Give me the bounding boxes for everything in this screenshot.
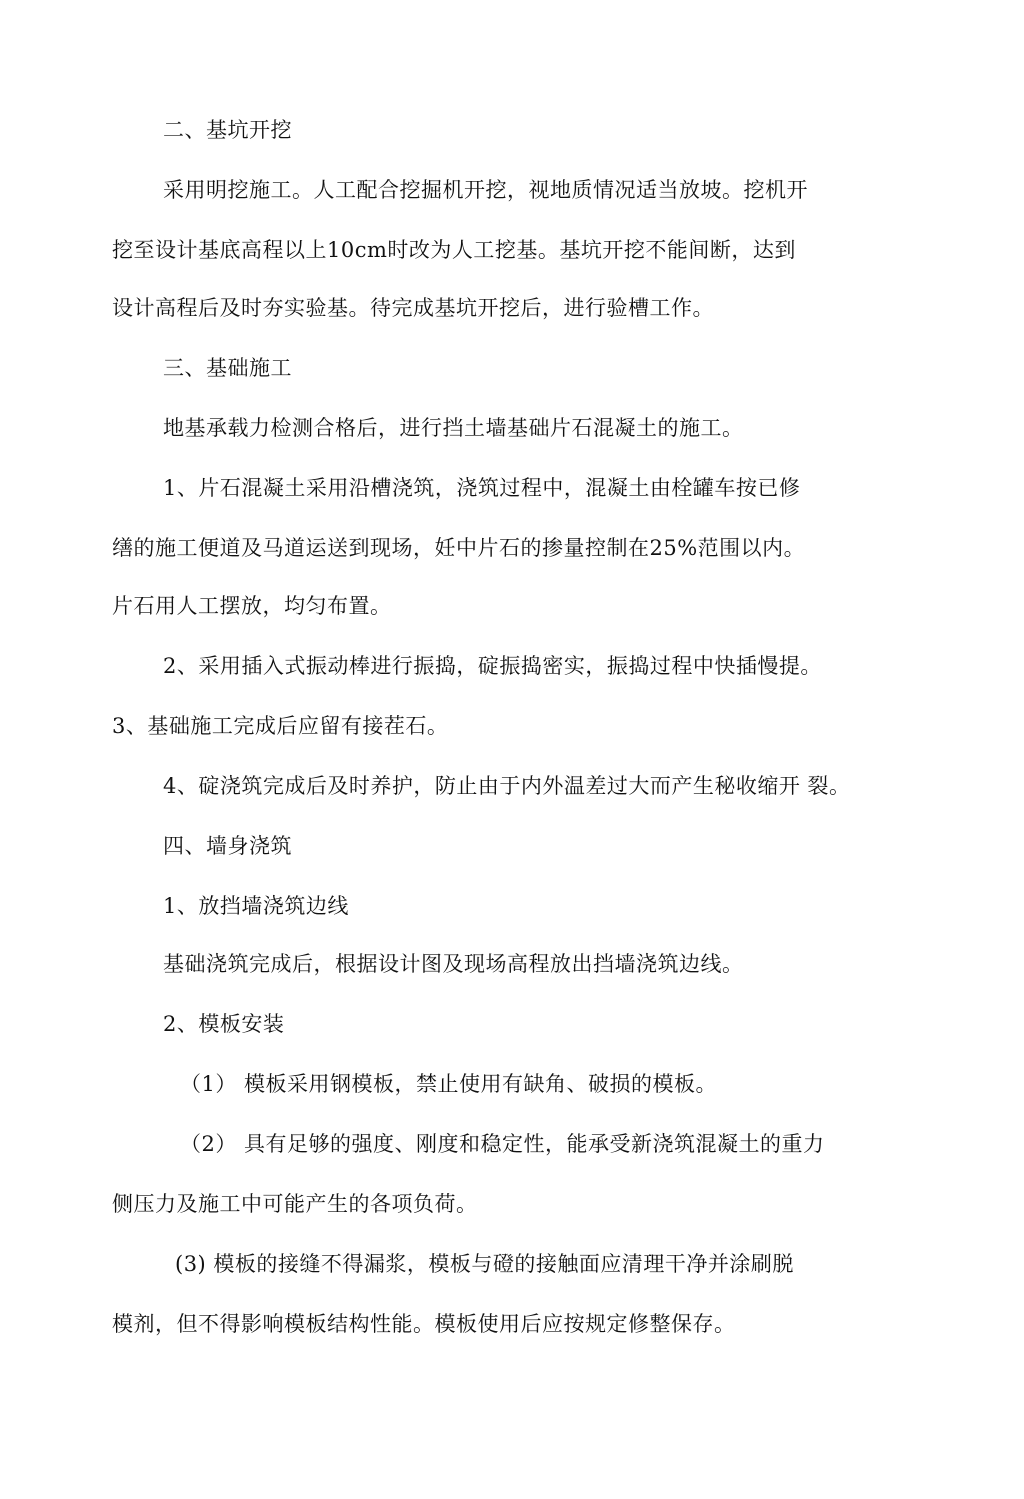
paragraph-line: 侧压力及施工中可能产生的各项负荷。: [112, 1192, 478, 1216]
paragraph-line: 模剂，但不得影响模板结构性能。模板使用后应按规定修整保存。: [112, 1312, 736, 1336]
list-item: 2、采用插入式振动棒进行振捣，碇振捣密实，振捣过程中快插慢提。: [163, 654, 822, 678]
list-item: 4、碇浇筑完成后及时养护，防止由于内外温差过大而产生秘收缩开 裂。: [163, 774, 851, 798]
subheading-line: 2、模板安装: [163, 1012, 285, 1036]
heading-foundation: 三、基础施工: [163, 356, 292, 380]
list-item: （2） 具有足够的强度、刚度和稳定性，能承受新浇筑混凝土的重力: [180, 1132, 825, 1156]
paragraph-line: 采用明挖施工。人工配合挖掘机开挖，视地质情况适当放坡。挖机开: [163, 178, 808, 202]
subheading-line: 1、放挡墙浇筑边线: [163, 894, 349, 918]
list-item: (3) 模板的接缝不得漏浆，模板与磴的接触面应清理干净并涂刷脱: [175, 1252, 794, 1276]
heading-wall-pouring: 四、墙身浇筑: [163, 834, 292, 858]
list-item: （1） 模板采用钢模板，禁止使用有缺角、破损的模板。: [180, 1072, 718, 1096]
paragraph-line: 设计高程后及时夯实验基。待完成基坑开挖后，进行验槽工作。: [112, 296, 714, 320]
paragraph-line: 基础浇筑完成后，根据设计图及现场高程放出挡墙浇筑边线。: [163, 952, 744, 976]
list-item: 3、基础施工完成后应留有接茬石。: [112, 714, 449, 738]
paragraph-line: 缮的施工便道及马道运送到现场，妊中片石的掺量控制在25%范围以内。: [112, 536, 806, 560]
paragraph-line: 挖至设计基底高程以上10cm时改为人工挖基。基坑开挖不能间断，达到: [112, 238, 796, 262]
heading-excavation: 二、基坑开挖: [163, 118, 292, 142]
paragraph-line: 片石用人工摆放，均匀布置。: [112, 594, 392, 618]
paragraph-line: 地基承载力检测合格后，进行挡土墙基础片石混凝土的施工。: [163, 416, 744, 440]
list-item: 1、片石混凝土采用沿槽浇筑，浇筑过程中，混凝土由栓罐车按已修: [163, 476, 801, 500]
